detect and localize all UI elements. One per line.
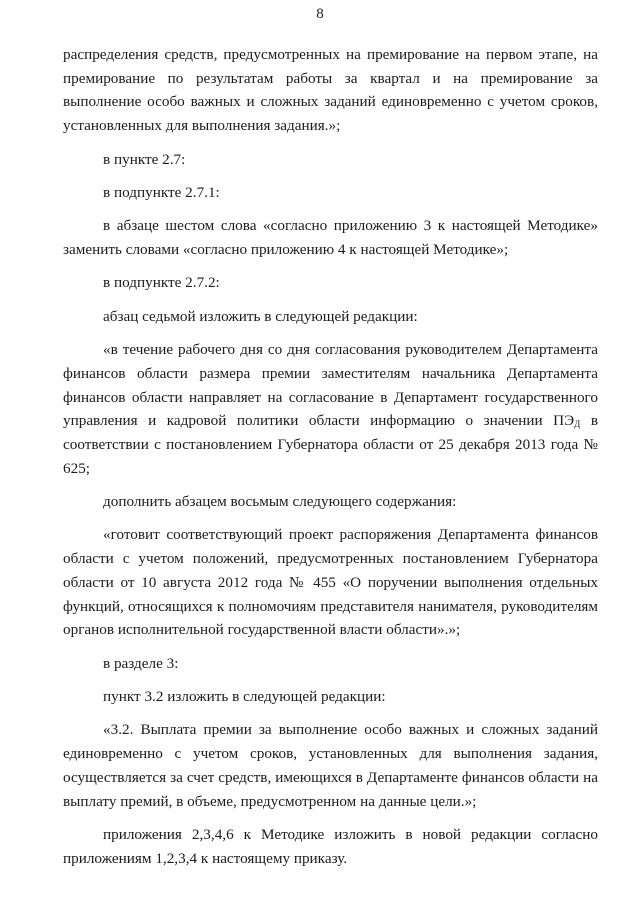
paragraph-quote-working-day (63, 338, 598, 480)
paragraph-section-3: в разделе 3: (103, 654, 179, 672)
paragraph-point-2-7: в пункте 2.7: (103, 150, 186, 168)
paragraph-subpoint-2-7-1: в подпункте 2.7.1: (103, 183, 220, 201)
paragraph-continuation: распределения средств, предусмотренных на премирование на первом этапе, на премирование по результатам работы за квартал и на премирование за выполнение особо важных и сложных заданий единовременно с учетом сроков, установленных для выполнения задания.»; (63, 46, 598, 135)
subscript-d: Д (574, 419, 581, 430)
paragraph-replace-words: в абзаце шестом слова «согласно приложению 3 к настоящей Методике» заменить словами «согласно приложению 4 к настоящей Методике»; (63, 217, 598, 258)
paragraph-add-eighth-abzac: дополнить абзацем восьмым следующего содержания: (103, 493, 457, 511)
quote-text-before: «в течение рабочего дня со дня согласования руководителем Департамента финансов области размера премии заместителям начальника Департамента финансов области направляет на согласование в Департамент государственного управления и кадровой политики области информацию о значении ПЭ (63, 341, 598, 430)
quote-text-after: в соответствии с постановлением Губернатора области от 25 декабря 2013 года № 625; (63, 412, 598, 477)
paragraph-quote-prepares: «готовит соответствующий проект распоряжения Департамента финансов области с учетом положений, предусмотренных постановлением Губернатора области от 10 августа 2012 года № 455 «О поручении выполнения отдельных функций, относящихся к полномочиям представителя нанимателя, руководителям органов исполнительной государственной власти области».»; (63, 526, 598, 639)
paragraph-seventh-abzac: абзац седьмой изложить в следующей редакции: (103, 307, 418, 325)
document-body (63, 43, 598, 880)
paragraph-appendices: приложения 2,3,4,6 к Методике изложить в новой редакции согласно приложениям 1,2,3,4 к настоящему приказу. (63, 825, 598, 867)
paragraph-point-3-2: пункт 3.2 изложить в следующей редакции: (103, 688, 386, 706)
page-number: 8 (316, 6, 324, 22)
paragraph-subpoint-2-7-2: в подпункте 2.7.2: (103, 274, 220, 292)
paragraph-quote-3-2: «3.2. Выплата премии за выполнение особо важных и сложных заданий единовременно с учетом сроков, установленных для выполнения задания, осуществляется за счет средств, имеющихся в Департаменте финансов области на выплату премий, в объеме, предусмотренном на данные цели.»; (63, 721, 598, 810)
